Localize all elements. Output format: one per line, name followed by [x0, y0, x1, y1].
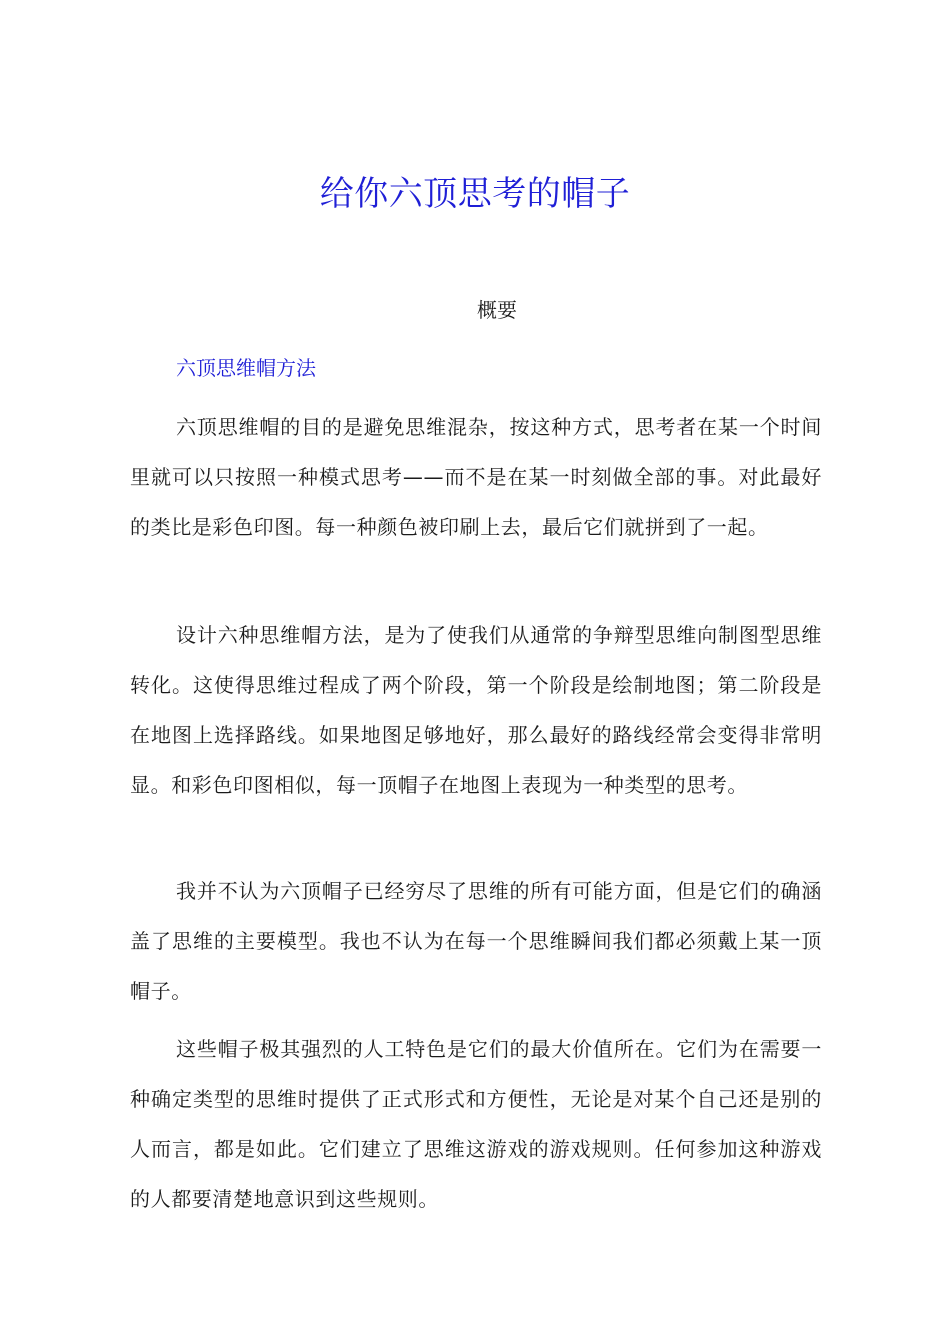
body-paragraph-3: 我并不认为六顶帽子已经穷尽了思维的所有可能方面，但是它们的确涵盖了思维的主要模型。我也不认为在每一个思维瞬间我们都必须戴上某一顶帽子。	[130, 879, 822, 1003]
document-title: 给你六顶思考的帽子	[319, 174, 631, 214]
body-paragraph-2: 设计六种思维帽方法，是为了使我们从通常的争辩型思维向制图型思维转化。这使得思维过程成了两个阶段，第一个阶段是绘制地图；第二阶段是在地图上选择路线。如果地图足够地好，那么最好的路线经常会变得非常明显。和彩色印图相似，每一顶帽子在地图上表现为一种类型的思考。	[130, 623, 822, 797]
section-label-summary: 概要	[477, 298, 517, 322]
body-paragraph-1: 六顶思维帽的目的是避免思维混杂，按这种方式，思考者在某一个时间里就可以只按照一种模式思考——而不是在某一时刻做全部的事。对此最好的类比是彩色印图。每一种颜色被印刷上去，最后它们就拼到了一起。	[130, 415, 822, 539]
body-paragraph-4: 这些帽子极其强烈的人工特色是它们的最大价值所在。它们为在需要一种确定类型的思维时提供了正式形式和方便性，无论是对某个自己还是别的人而言，都是如此。它们建立了思维这游戏的游戏规则。任何参加这种游戏的人都要清楚地意识到这些规则。	[130, 1037, 822, 1211]
subheading-six-hats-method: 六顶思维帽方法	[176, 356, 316, 380]
